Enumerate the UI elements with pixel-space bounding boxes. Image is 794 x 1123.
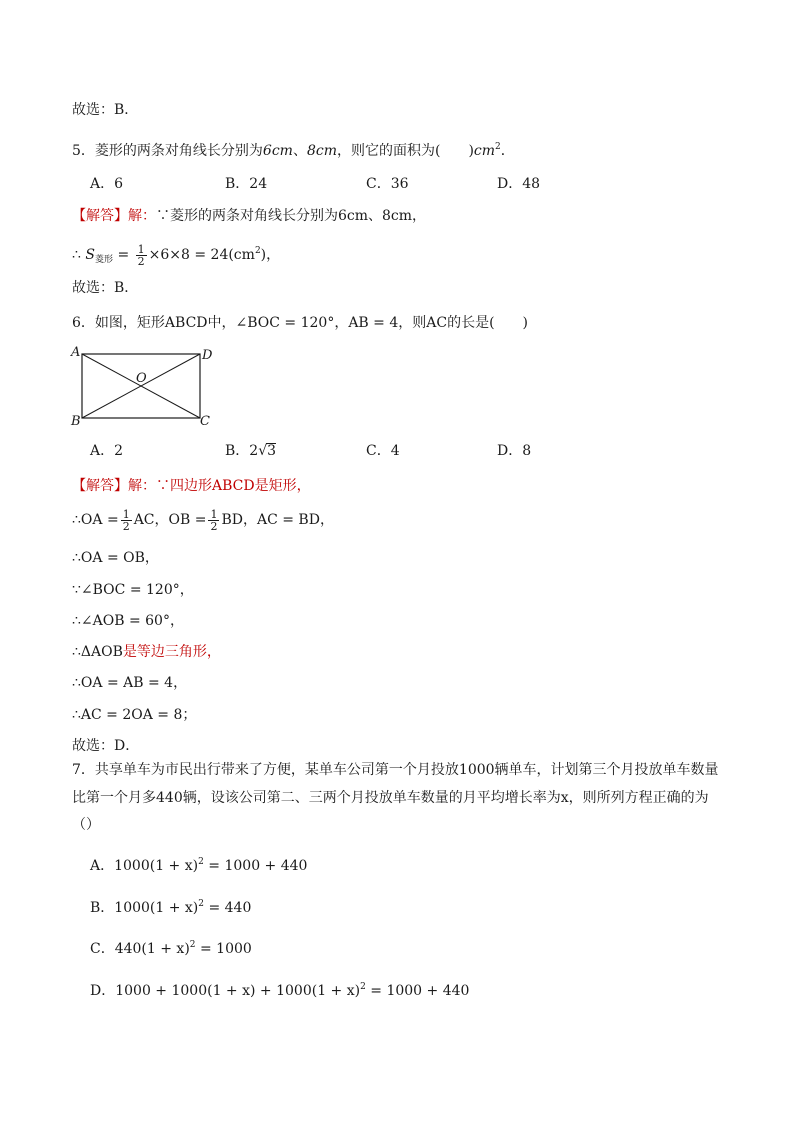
q5-option-b: B．24 xyxy=(225,176,268,192)
q6-option-d: D．8 xyxy=(497,443,532,459)
q6-solution-line8: ∴AC = 2OA = 8； xyxy=(72,707,197,723)
q6-option-a: A．2 xyxy=(90,443,124,459)
q5-solution-line2: ∴ $S_{菱形}$ = $\frac{1}{2}$ $\times 6\times 8 = 24(cm^2)$， xyxy=(72,242,281,268)
fraction-half: $\frac{1}{2}$ xyxy=(122,507,130,533)
q5-solution-line1: 【解答】解：∵菱形的两条对角线长分别为6cm、8cm， xyxy=(72,208,427,224)
q5-answer: 故选：B． xyxy=(72,280,139,296)
q7-option-a: A．$1000(1 + x)^2 = 1000 + 440$ xyxy=(90,857,308,874)
q6-solution-line2: ∴OA = $\frac{1}{2}$ AC，OB = $\frac{1}{2}$ BD，AC = BD， xyxy=(72,507,334,533)
label-d: D xyxy=(202,348,213,363)
q7-option-c: C．$440(1 + x)^2 = 1000$ xyxy=(90,940,252,957)
q6-solution-line6: ∴ΔAOB是等边三角形， xyxy=(72,644,221,660)
q6-option-b: B．2√3 xyxy=(225,443,277,459)
q5-option-a: A．6 xyxy=(90,176,124,192)
label-o: O xyxy=(136,371,147,386)
q7-stem-line2: 比第一个月多440辆，设该公司第二、三两个月投放单车数量的月平均增长率为x，则所列方程正确的为 xyxy=(72,790,709,806)
q7-option-b: B．$1000(1 + x)^2 = 440$ xyxy=(90,899,252,916)
sqrt-icon: √ xyxy=(258,443,268,459)
q5-option-c: C．36 xyxy=(366,176,409,192)
q6-solution-line3: ∴OA = OB， xyxy=(72,550,159,566)
q6-solution-line5: ∴∠AOB = 60°， xyxy=(72,613,184,629)
label-a: A xyxy=(71,345,81,360)
fraction-half: $\frac{1}{2}$ xyxy=(210,507,218,533)
rectangle-figure xyxy=(70,345,220,435)
q5-stem: 5．菱形的两条对角线长分别为6cm、8cm，则它的面积为( )$cm^2$． xyxy=(72,142,515,159)
q6-solution-line4: ∵∠BOC = 120°， xyxy=(72,582,194,598)
q7-stem-line3: （） xyxy=(72,817,100,833)
q7-stem-line1: 7．共享单车为市民出行带来了方便，某单车公司第一个月投放1000辆单车，计划第三个月投放单车数量 xyxy=(72,762,719,778)
q4-answer: 故选：B． xyxy=(72,102,139,118)
q6-stem: 6．如图，矩形ABCD中，∠BOC = 120°，AB = 4，则AC的长是( ) xyxy=(72,315,529,331)
fraction-half: $\frac{1}{2}$ xyxy=(137,242,145,268)
label-b: B xyxy=(71,414,81,429)
label-c: C xyxy=(200,414,210,429)
q6-solution-line7: ∴OA = AB = 4， xyxy=(72,675,188,691)
q7-option-d: D．$1000 + 1000(1 + x) + 1000(1 + x)^2 = 1000 + 440$ xyxy=(90,982,470,999)
q6-option-c: C．4 xyxy=(366,443,400,459)
q5-option-d: D．48 xyxy=(497,176,541,192)
q6-solution-line1: 【解答】解：∵四边形ABCD是矩形， xyxy=(72,478,311,494)
q6-answer: 故选：D． xyxy=(72,738,140,754)
